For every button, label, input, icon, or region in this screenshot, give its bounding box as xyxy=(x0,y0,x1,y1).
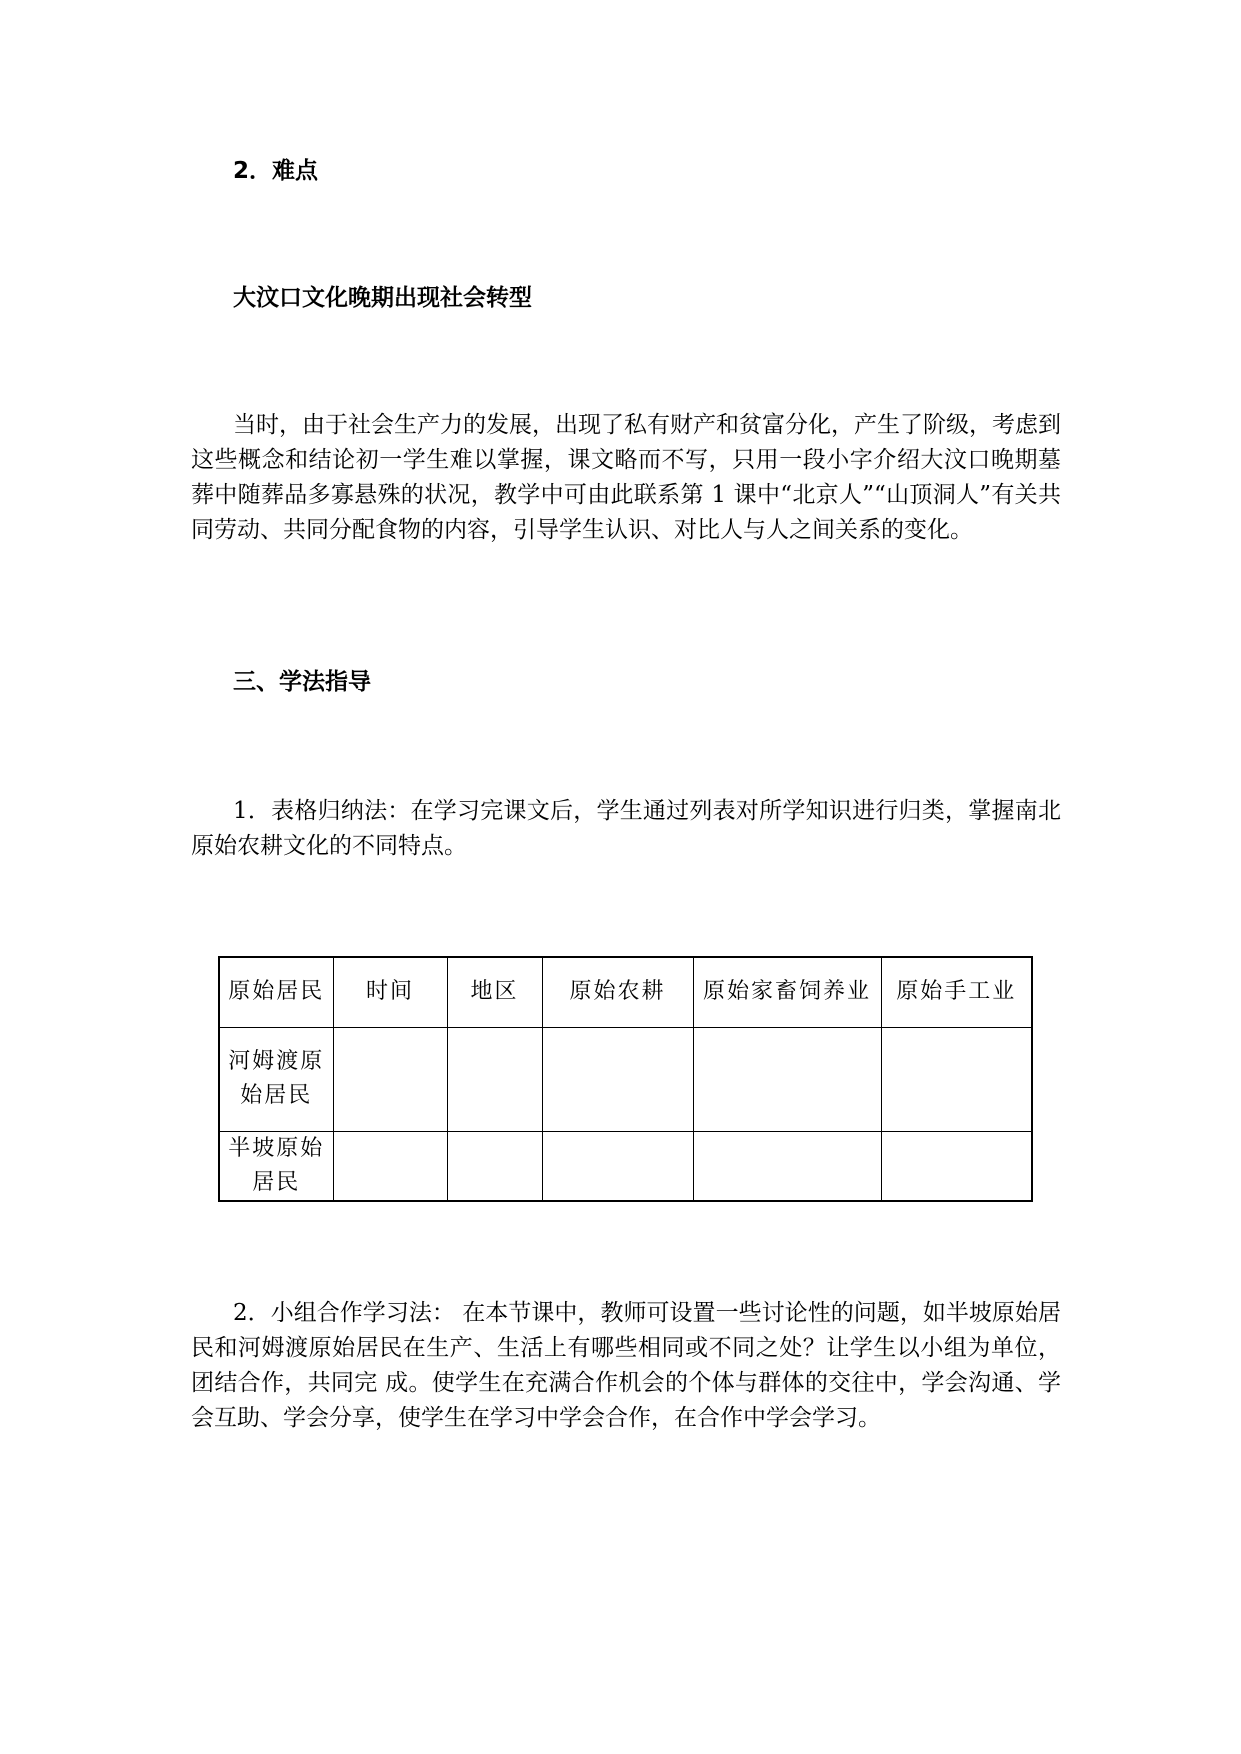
difficulty-title: 大汶口文化晚期出现社会转型 xyxy=(233,285,532,311)
row-label-cell: 半坡原始居民 xyxy=(219,1131,333,1201)
table-header-cell: 原始家畜饲养业 xyxy=(693,957,881,1027)
table-header-cell: 时间 xyxy=(333,957,447,1027)
section-2-heading: 2．难点 xyxy=(233,158,319,184)
table-header-cell: 原始手工业 xyxy=(881,957,1032,1027)
table-cell xyxy=(447,1131,542,1201)
table-cell xyxy=(881,1027,1032,1131)
section-3-heading: 三、学法指导 xyxy=(233,669,371,695)
table-header-row xyxy=(219,957,1032,1027)
table-row xyxy=(219,1131,1032,1201)
difficulty-paragraph: 当时，由于社会生产力的发展，出现了私有财产和贫富分化，产生了阶级，考虑到这些概念和结论初一学生难以掌握，课文略而不写，只用一段小字介绍大汶口晚期墓葬中随葬品多寡悬殊的状况，教学中可由此联系第 1 课中“北京人”“山顶洞人”有关共同劳动、共同分配食物的内容，引导学生认识、对比人与人之间关系的变化。 xyxy=(191,412,1061,543)
comparison-table xyxy=(218,956,1033,1202)
table-header-cell: 原始农耕 xyxy=(542,957,693,1027)
method-2-paragraph: 2．小组合作学习法： 在本节课中，教师可设置一些讨论性的问题，如半坡原始居民和河姆渡原始居民在生产、生活上有哪些相同或不同之处？让学生以小组为单位，团结合作，共同完 成。使学生在充满合作机会的个体与群体的交往中，学会沟通、学会互助、学会分享，使学生在学习中学会合作，在合作中学会学习。 xyxy=(191,1300,1061,1431)
table-cell xyxy=(333,1131,447,1201)
table-cell xyxy=(693,1027,881,1131)
table-row xyxy=(219,1027,1032,1131)
table-cell xyxy=(447,1027,542,1131)
table-cell xyxy=(542,1027,693,1131)
table-cell xyxy=(881,1131,1032,1201)
table-cell xyxy=(693,1131,881,1201)
method-1-paragraph: 1．表格归纳法：在学习完课文后，学生通过列表对所学知识进行归类，掌握南北原始农耕文化的不同特点。 xyxy=(191,798,1061,859)
row-label-cell: 河姆渡原始居民 xyxy=(219,1027,333,1131)
table-cell xyxy=(333,1027,447,1131)
table-cell xyxy=(542,1131,693,1201)
table-header-cell: 地区 xyxy=(447,957,542,1027)
table-header-cell: 原始居民 xyxy=(219,957,333,1027)
